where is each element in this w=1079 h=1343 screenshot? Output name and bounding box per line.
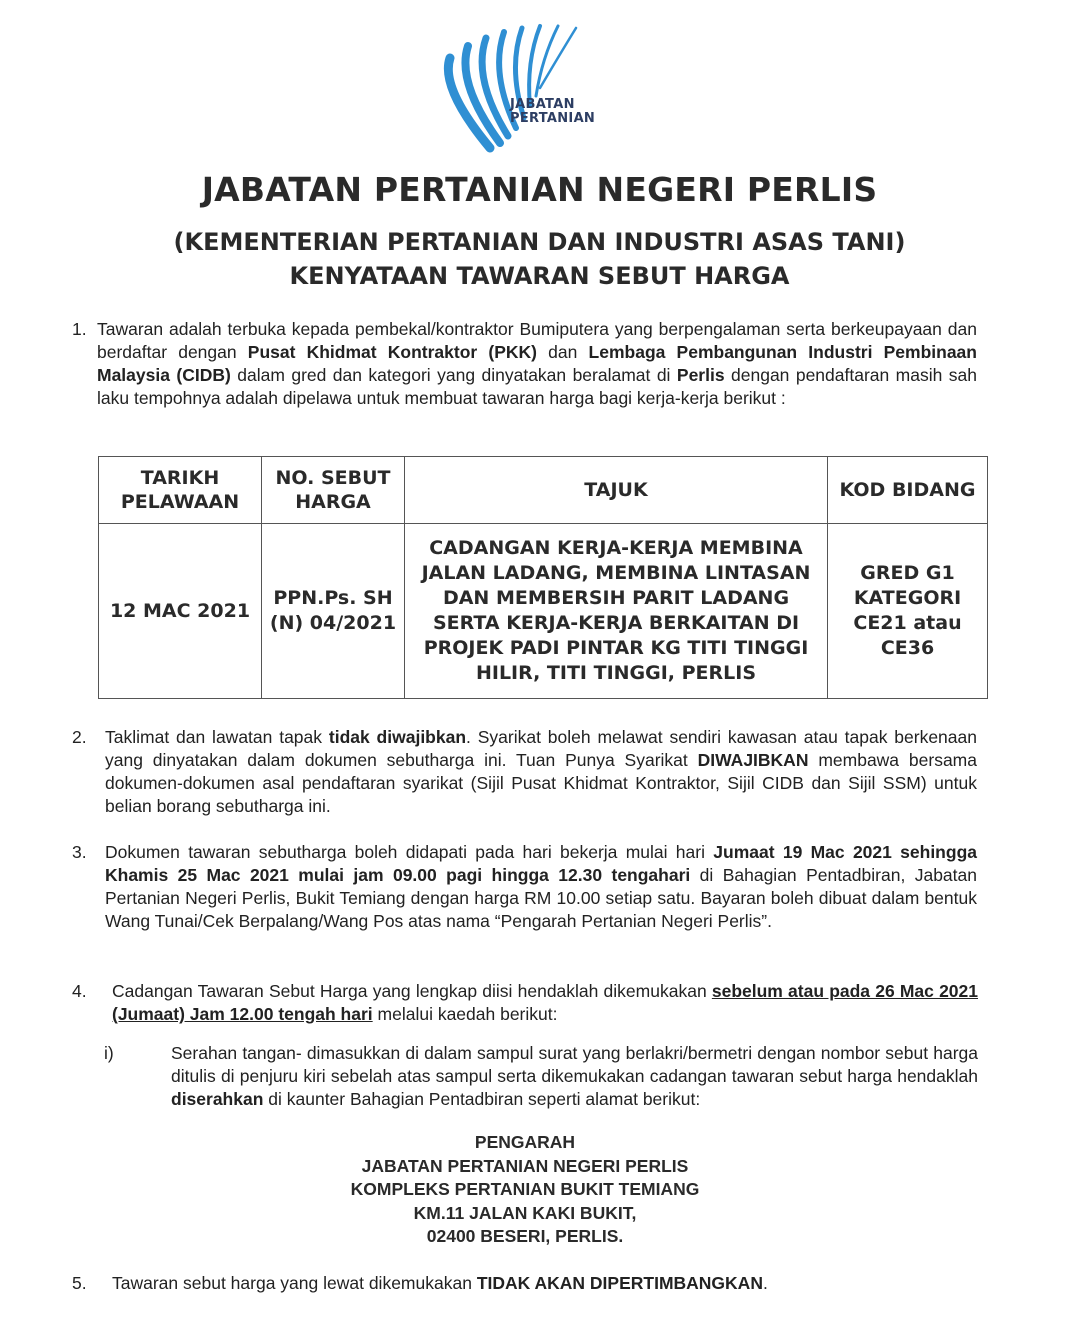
- cell-date: 12 MAC 2021: [99, 524, 262, 699]
- address-line: JABATAN PERTANIAN NEGERI PERLIS: [361, 1155, 689, 1176]
- paragraph-3: Dokumen tawaran sebutharga boleh didapati pada hari bekerja mulai hari Jumaat 19 Mac 2021 sehingga Khamis 25 Mac 2021 mulai jam 09.00 pagi hingga 12.30 tengahari di Bahagian Pentadbiran, Jabatan Pertanian Negeri Perlis, Bukit Temiang dengan harga RM 10.00 setiap satu. Bayaran boleh dibuat dalam bentuk Wang Tunai/Cek Berpalang/Wang Pos atas nama “Pengarah Pertanian Negeri Perlis”.: [105, 842, 977, 931]
- header-code: KOD BIDANG: [828, 457, 988, 524]
- address-line: KM.11 JALAN KAKI BUKIT,: [413, 1202, 637, 1223]
- paragraph-3-number: 3.: [72, 842, 87, 862]
- paragraph-2: Taklimat dan lawatan tapak tidak diwajibkan. Syarikat boleh melawat sendiri kawasan atau tapak berkenaan yang dinyatakan dalam dokumen sebutharga ini. Tuan Punya Syarikat DIWAJIBKAN membawa bersama dokumen-dokumen asal pendaftaran syarikat (Sijil Pusat Khidmat Kontraktor, Sijil CIDB dan Sijil SSM) untuk belian borang sebutharga ini.: [105, 727, 977, 816]
- header-date: TARIKH PELAWAAN: [99, 457, 262, 524]
- logo-text: JABATAN PERTANIAN: [510, 97, 596, 126]
- cell-number: PPN.Ps. SH (N) 04/2021: [262, 524, 405, 699]
- notice-title: KENYATAAN TAWARAN SEBUT HARGA: [289, 262, 790, 290]
- cell-code: GRED G1 KATEGORI CE21 atau CE36: [828, 524, 988, 699]
- table-row: [99, 524, 988, 699]
- paragraph-4i: Serahan tangan- dimasukkan di dalam sampul surat yang berlakri/bermetri dengan nombor sebut harga ditulis di penjuru kiri sebelah atas sampul serta dikemukakan cadangan tawaran sebut harga hendaklah diserahkan di kaunter Bahagian Pentadbiran seperti alamat berikut:: [171, 1043, 978, 1109]
- paragraph-4i-number: i): [104, 1043, 114, 1063]
- cell-title: CADANGAN KERJA-KERJA MEMBINA JALAN LADANG, MEMBINA LINTASAN DAN MEMBERSIH PARIT LADANG SERTA KERJA-KERJA BERKAITAN DI PROJEK PADI PINTAR KG TITI TINGGI HILIR, TITI TINGGI, PERLIS: [405, 524, 828, 699]
- address-block: [0, 1131, 1050, 1249]
- address-line: 02400 BESERI, PERLIS.: [426, 1226, 624, 1246]
- paragraph-5-number: 5.: [72, 1273, 87, 1293]
- address-line: KOMPLEKS PERTANIAN BUKIT TEMIANG: [350, 1179, 700, 1199]
- paragraph-5: Tawaran sebut harga yang lewat dikemukakan TIDAK AKAN DIPERTIMBANGKAN.: [112, 1273, 768, 1293]
- quotation-table: [98, 456, 988, 699]
- header-number: NO. SEBUT HARGA: [262, 457, 405, 524]
- paragraph-4-number: 4.: [72, 981, 87, 1001]
- paragraph-1: Tawaran adalah terbuka kepada pembekal/kontraktor Bumiputera yang berpengalaman serta berkeupayaan dan berdaftar dengan Pusat Khidmat Kontraktor (PKK) dan Lembaga Pembangunan Industri Pembinaan Malaysia (CIDB) dalam gred dan kategori yang dinyatakan beralamat di Perlis dengan pendaftaran masih sah laku tempohnya adalah dipelawa untuk membuat tawaran harga bagi kerja-kerja berikut :: [97, 319, 978, 408]
- ministry-subtitle: (KEMENTERIAN PERTANIAN DAN INDUSTRI ASAS TANI): [173, 228, 906, 256]
- header-title: TAJUK: [405, 457, 828, 524]
- paragraph-2-number: 2.: [72, 727, 87, 747]
- page-title: JABATAN PERTANIAN NEGERI PERLIS: [201, 170, 878, 209]
- table-header-row: [99, 457, 988, 524]
- address-line: PENGARAH: [474, 1132, 576, 1152]
- paragraph-1-number: 1.: [72, 319, 87, 339]
- paragraph-4: Cadangan Tawaran Sebut Harga yang lengkap diisi hendaklah dikemukakan sebelum atau pada 26 Mac 2021 (Jumaat) Jam 12.00 tengah hari melalui kaedah berikut:: [112, 981, 979, 1024]
- jabatan-pertanian-logo: [420, 18, 630, 158]
